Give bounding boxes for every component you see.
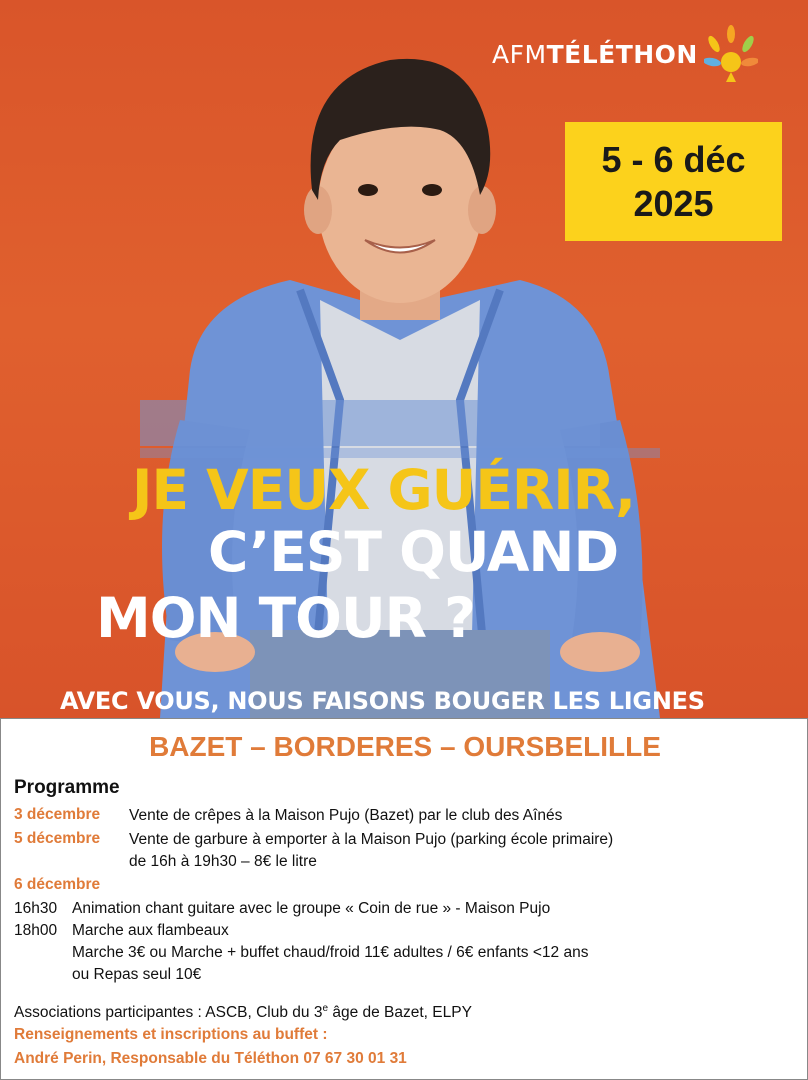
day2-date: 5 décembre — [14, 830, 101, 847]
date-year: 2025 — [633, 182, 714, 224]
day2-text: Vente de garbure à emporter à la Maison Pujo (parking école primaire) — [129, 831, 614, 848]
logo-wordmark — [492, 40, 698, 69]
day1-text: Vente de crêpes à la Maison Pujo (Bazet) par le club des Aînés — [129, 807, 563, 824]
day3-event-2-line-3: ou Repas seul 10€ — [72, 966, 202, 983]
afm-telethon-logo — [492, 22, 758, 86]
date-box — [565, 122, 782, 241]
day3-event-1: Animation chant guitare avec le groupe « Coin de rue » - Maison Pujo — [72, 900, 551, 917]
day2-text-2: de 16h à 19h30 – 8€ le litre — [129, 853, 317, 870]
programme-title: Programme — [14, 777, 120, 798]
slogan-line-1: JE VEUX GUÉRIR, — [132, 458, 635, 522]
info-section — [0, 718, 808, 1080]
day3-event-2: Marche aux flambeaux — [72, 922, 229, 939]
villages-heading: BAZET – BORDERES – OURSBELILLE — [149, 731, 661, 762]
associations-prefix: Associations participantes : ASCB, Club du 3 — [14, 1004, 323, 1022]
associations-sup: e — [322, 1003, 329, 1014]
day3-event-2-line-2: Marche 3€ ou Marche + buffet chaud/froid 11€ adultes / 6€ enfants <12 ans — [72, 944, 589, 961]
contact-details: André Perin, Responsable du Téléthon 07 67 30 01 31 — [14, 1050, 407, 1067]
associations-suffix: âge de Bazet, ELPY — [328, 1004, 472, 1022]
contact-heading: Renseignements et inscriptions au buffet : — [14, 1026, 328, 1043]
sun-flower-icon — [704, 24, 758, 84]
date-days: 5 - 6 déc — [601, 138, 746, 180]
slogan-line-2: C’EST QUAND — [208, 520, 619, 584]
slogan-line-3: MON TOUR ? — [96, 586, 476, 650]
associations — [14, 1003, 472, 1022]
day1-date: 3 décembre — [14, 806, 101, 823]
day3-time-1: 16h30 — [14, 900, 58, 917]
logo-telethon: TÉLÉTHON — [546, 39, 698, 69]
logo-afm: AFM — [492, 39, 547, 69]
tagline: AVEC VOUS, NOUS FAISONS BOUGER LES LIGNES — [60, 687, 705, 715]
day3-time-2: 18h00 — [14, 922, 58, 939]
day3-date: 6 décembre — [14, 876, 101, 893]
